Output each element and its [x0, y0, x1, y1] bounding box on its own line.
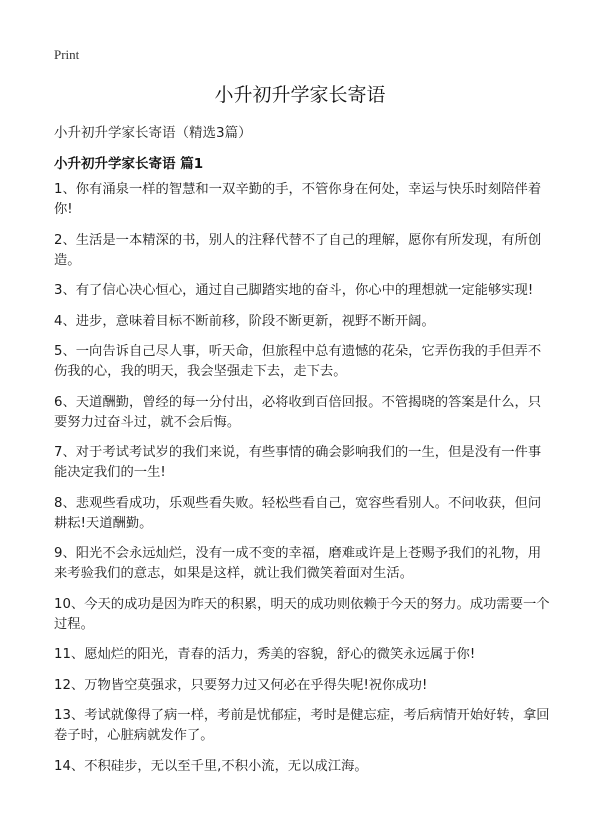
- list-item: 12、万物皆空莫强求，只要努力过又何必在乎得失呢!祝你成功!: [54, 677, 428, 693]
- list-item: 14、不积硅步，无以至千里,不积小流，无以成江海。: [54, 758, 368, 774]
- list-item: 2、生活是一本精深的书，别人的注释代替不了自己的理解，愿你有所发现，有所创造。: [54, 232, 542, 268]
- list-item: 10、今天的成功是因为昨天的积累，明天的成功则依赖于今天的努力。成功需要一个过程。: [54, 596, 550, 632]
- document-subtitle: 小升初升学家长寄语（精选3篇）: [54, 125, 252, 141]
- list-item: 1、你有涌泉一样的智慧和一双辛勤的手，不管你身在何处，幸运与快乐时刻陪伴着你!: [54, 182, 542, 217]
- list-item: 9、阳光不会永远灿烂，没有一成不变的幸福，磨难或许是上苍赐予我们的礼物，用来考验我们的意志，如果是这样，就让我们微笑着面对生活。: [54, 546, 542, 581]
- message-list: [54, 180, 554, 787]
- section-heading: 小升初升学家长寄语 篇1: [54, 156, 204, 172]
- list-item: 8、悲观些看成功，乐观些看失败。轻松些看自己，宽容些看别人。不问收获，但问耕耘!天道酬勤。: [54, 495, 542, 531]
- list-item: 6、天道酬勤，曾经的每一分付出，必将收到百倍回报。不管揭晓的答案是什么，只要努力过奋斗过，就不会后悔。: [54, 394, 542, 430]
- list-item: 7、对于考试考试岁的我们来说，有些事情的确会影响我们的一生，但是没有一件事能决定我们的一生!: [54, 445, 542, 480]
- print-label: Print: [54, 47, 80, 62]
- page-title: 小升初升学家长寄语: [214, 84, 386, 106]
- list-item: 4、进步，意味着目标不断前移，阶段不断更新，视野不断开阔。: [54, 313, 435, 329]
- list-item: 3、有了信心决心恒心，通过自己脚踏实地的奋斗，你心中的理想就一定能够实现!: [54, 283, 534, 298]
- list-item: 5、一向告诉自己尽人事，听天命，但旅程中总有遗憾的花朵，它弄伤我的手但弄不伤我的心，我的明天，我会坚强走下去，走下去。: [54, 344, 542, 379]
- list-item: 13、考试就像得了病一样，考前是忧郁症，考时是健忘症，考后病情开始好转，拿回卷子时，心脏病就发作了。: [54, 708, 550, 743]
- list-item: 11、愿灿烂的阳光，青春的活力，秀美的容貌，舒心的微笑永远属于你!: [54, 647, 476, 662]
